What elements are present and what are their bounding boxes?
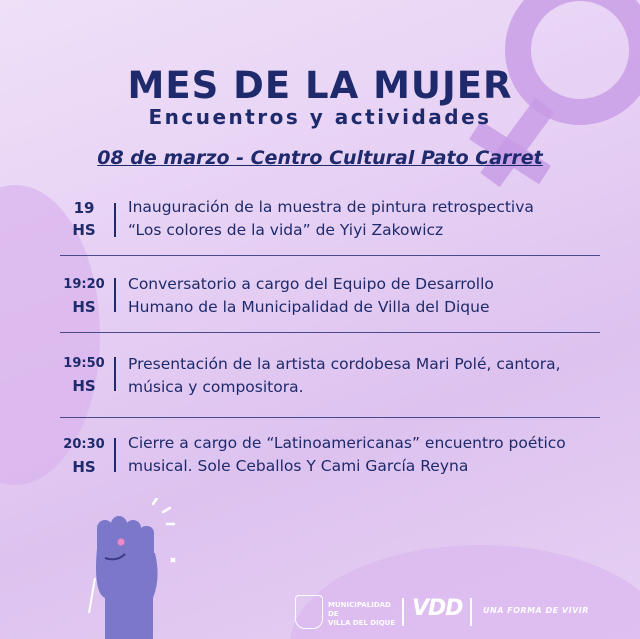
event-description-line: Conversatorio a cargo del Equipo de Desarrollo [128, 275, 494, 293]
footer-separator [470, 598, 472, 626]
event-divider [114, 203, 116, 237]
event-description-line: Cierre a cargo de “Latinoamericanas” encuentro poético [128, 434, 566, 452]
municipal-seal-icon [295, 595, 323, 629]
event-description-line: Humano de la Municipalidad de Villa del Dique [128, 298, 490, 316]
footer-separator [402, 598, 404, 626]
event-description-line: Presentación de la artista cordobesa Mari Polé, cantora, [128, 355, 561, 373]
event-description-line: música y compositora. [128, 378, 304, 396]
event-description [128, 353, 600, 399]
events-list [60, 195, 600, 488]
date-location: 08 de marzo - Centro Cultural Pato Carret [97, 147, 543, 169]
municipality-line: VILLA DEL DIQUE [328, 619, 396, 627]
event-time [60, 353, 108, 397]
brand-logo: VDD [412, 596, 463, 621]
event-time [60, 434, 108, 478]
event-time-unit: HS [72, 298, 96, 316]
event-time-value: 20:30 [63, 437, 105, 452]
page-subtitle: Encuentros y actividades [148, 105, 492, 129]
event-time-unit: HS [72, 458, 96, 476]
event-time [60, 274, 108, 318]
municipality-line: MUNICIPALIDAD DE [328, 601, 391, 618]
event-item [60, 256, 600, 333]
event-item [60, 418, 600, 488]
event-time-value: 19:20 [63, 277, 105, 292]
slogan: UNA FORMA DE VIVIR [483, 606, 589, 615]
raised-fist-icon [75, 498, 185, 639]
event-description-line: “Los colores de la vida” de Yiyi Zakowicz [128, 221, 444, 239]
event-time-unit: HS [72, 221, 96, 239]
event-divider [114, 357, 116, 391]
event-description [128, 432, 600, 478]
event-description [128, 273, 600, 319]
municipality-name [328, 601, 398, 639]
event-time-value: 19 [73, 199, 95, 217]
event-time [60, 197, 108, 241]
event-description-line: Inauguración de la muestra de pintura retrospectiva [128, 198, 534, 216]
page-title: MES DE LA MUJER [127, 64, 513, 107]
event-description-line: musical. Sole Ceballos Y Cami García Reyna [128, 457, 469, 475]
event-time-value: 19:50 [63, 356, 105, 371]
event-description [128, 196, 600, 242]
event-item [60, 333, 600, 418]
event-divider [114, 438, 116, 472]
event-divider [114, 278, 116, 312]
event-item [60, 195, 600, 256]
event-time-unit: HS [72, 377, 96, 395]
